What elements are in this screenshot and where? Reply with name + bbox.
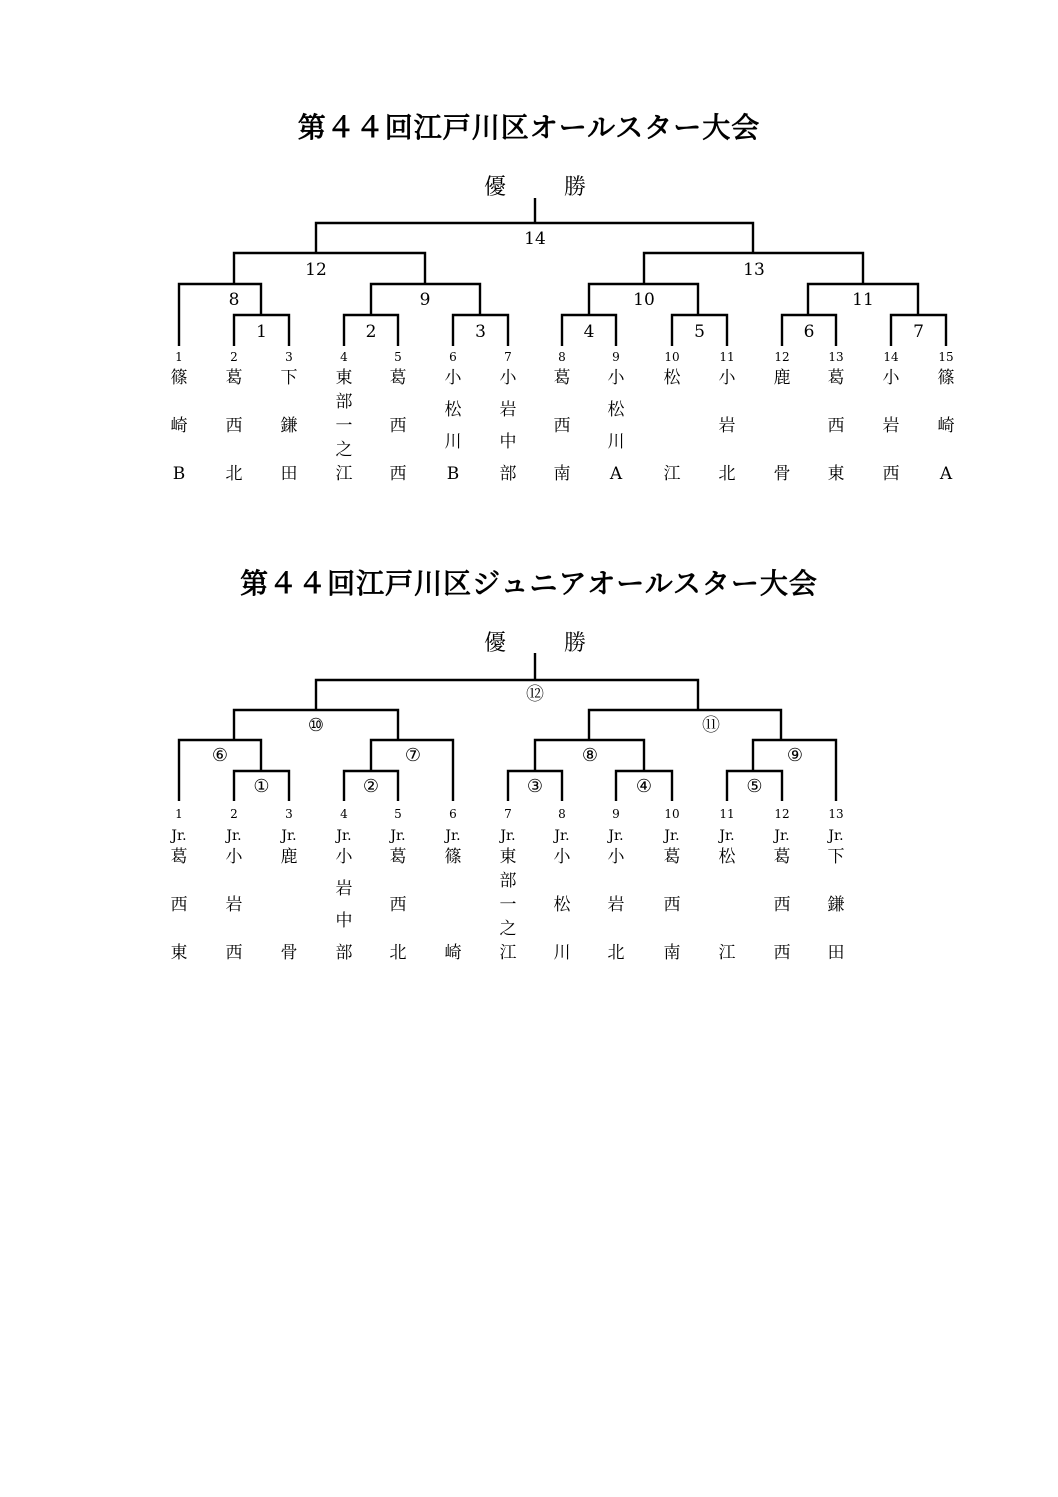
team-number: 8 [558,807,566,821]
team-name-char: 西 [389,464,407,484]
team-name-char: 崎 [170,416,188,436]
team-name-char: 江 [663,464,681,484]
team-prefix: Jr. [390,828,406,844]
team-name-char: 小 [225,847,243,867]
team-number: 2 [230,807,238,821]
match-label-3: 3 [475,322,486,342]
team-name-char: 東 [827,464,845,484]
team-name-char: 部 [499,464,517,484]
team-name-char: 小 [499,368,517,388]
team-prefix: Jr. [664,828,680,844]
match-label-13: 13 [743,260,765,280]
team-name-char: 葛 [553,368,571,388]
team-number: 5 [394,350,402,364]
match-label-11: ⑪ [702,715,720,736]
team-name-char: 西 [389,895,407,915]
team-number: 1 [175,350,183,364]
team-name-char: 川 [444,432,462,452]
match-label-5: ⑤ [746,776,763,797]
team-name-char: 西 [773,943,791,963]
match-label-9: ⑨ [786,745,804,766]
team-prefix: Jr. [828,828,844,844]
team-name-char: 川 [553,943,571,963]
match-label-10: ⑩ [307,715,325,736]
junior-champion-label-1: 優 [484,631,507,656]
match-label-5: 5 [694,322,705,342]
match-label-1: 1 [256,322,267,342]
team-name-char: 鎌 [827,895,845,915]
match-label-10: 10 [633,290,655,310]
team-number: 3 [285,350,293,364]
team-name-char: 一 [499,895,517,915]
team-name-char: 鹿 [280,847,298,867]
team-name-char: 松 [444,400,462,420]
team-name-char: 葛 [773,847,791,867]
team-number: 4 [340,807,348,821]
match-label-7: 7 [913,322,924,342]
match-label-12: 12 [305,260,327,280]
team-number: 13 [828,807,844,821]
team-name-char: 小 [444,368,462,388]
team-name-char: 小 [607,847,625,867]
team-name-char: 北 [607,943,625,963]
team-number: 10 [664,807,680,821]
team-prefix: Jr. [554,828,570,844]
team-name-char: 岩 [882,416,900,436]
team-number: 7 [504,350,512,364]
team-name-char: 西 [389,416,407,436]
team-name-char: 部 [335,943,353,963]
team-name-char: 小 [882,368,900,388]
team-number: 2 [230,350,238,364]
team-name-char: 岩 [225,895,243,915]
team-number: 4 [340,350,348,364]
team-name-char: 之 [335,440,353,460]
team-number: 10 [664,350,680,364]
team-prefix: Jr. [281,828,297,844]
team-prefix: Jr. [719,828,735,844]
team-number: 15 [938,350,954,364]
team-name-char: 崎 [444,943,462,963]
match-line-11 [589,710,781,740]
team-name-char: 小 [335,847,353,867]
team-name-char: 北 [718,464,736,484]
team-name-char: 南 [553,464,571,484]
team-name-char: B [446,464,460,484]
team-name-char: 中 [335,911,353,931]
team-name-char: 西 [553,416,571,436]
team-name-char: 骨 [280,943,298,963]
team-name-char: 下 [827,847,845,867]
team-name-char: 葛 [827,368,845,388]
team-name-char: 小 [718,368,736,388]
team-name-char: 葛 [389,847,407,867]
match-label-1: ① [253,776,270,797]
team-number: 12 [774,350,790,364]
team-number: 7 [504,807,512,821]
team-name-char: 西 [827,416,845,436]
team-name-char: 中 [499,432,517,452]
match-label-4: ④ [635,776,653,797]
team-number: 6 [449,807,457,821]
team-name-char: 崎 [937,416,955,436]
team-name-char: 骨 [773,464,791,484]
match-label-2: 2 [365,322,377,342]
team-name-char: 江 [499,943,517,963]
team-prefix: Jr. [171,828,187,844]
team-name-char: 西 [773,895,791,915]
team-name-char: 葛 [389,368,407,388]
team-name-char: 篠 [444,847,462,867]
team-number: 1 [175,807,183,821]
team-name-char: 西 [225,416,243,436]
team-name-char: 川 [607,432,625,452]
team-number: 3 [285,807,293,821]
team-prefix: Jr. [608,828,624,844]
team-number: 11 [719,350,735,364]
team-number: 12 [774,807,790,821]
team-name-char: 田 [827,943,845,963]
match-label-12: ⑫ [526,684,544,705]
team-name-char: 葛 [170,847,188,867]
team-name-char: 岩 [607,895,625,915]
team-name-char: 東 [499,847,517,867]
team-name-char: 岩 [335,879,353,899]
team-name-char: 鹿 [773,368,791,388]
team-name-char: 小 [553,847,571,867]
match-label-6: ⑥ [211,745,229,766]
team-name-char: 下 [280,368,298,388]
team-name-char: 北 [225,464,243,484]
match-label-7: ⑦ [404,745,422,766]
team-name-char: 之 [499,919,517,939]
team-name-char: 西 [882,464,900,484]
team-number: 11 [719,807,735,821]
senior-tournament-title: 第４４回江戸川区オールスター大会 [297,111,761,144]
team-name-char: 田 [280,464,298,484]
team-name-char: 松 [718,847,736,867]
team-name-char: 西 [225,943,243,963]
match-label-11: 11 [852,290,874,310]
match-label-8: ⑧ [581,745,599,766]
team-number: 13 [828,350,844,364]
match-label-9: 9 [419,290,431,310]
team-number: 8 [558,350,566,364]
team-name-char: 松 [553,895,571,915]
team-prefix: Jr. [336,828,352,844]
senior-champion-label-1: 優 [484,175,507,200]
team-number: 5 [394,807,402,821]
team-name-char: 篠 [937,368,955,388]
team-name-char: 葛 [225,368,243,388]
senior-champion-label-2: 勝 [564,175,587,200]
team-prefix: Jr. [226,828,242,844]
team-name-char: 部 [335,392,353,412]
match-label-2: ② [362,776,380,797]
team-name-char: 一 [335,416,353,436]
team-name-char: 西 [663,895,681,915]
team-name-char: 東 [335,368,353,388]
team-name-char: A [609,464,623,484]
team-name-char: 南 [663,943,681,963]
match-label-3: ③ [526,776,544,797]
team-name-char: 東 [170,943,188,963]
team-name-char: 江 [718,943,736,963]
team-name-char: 篠 [170,368,188,388]
team-name-char: 松 [607,400,625,420]
team-name-char: 小 [607,368,625,388]
team-prefix: Jr. [500,828,516,844]
junior-tournament-title: 第４４回江戸川区ジュニアオールスター大会 [240,567,818,600]
team-prefix: Jr. [774,828,790,844]
match-label-6: 6 [803,322,815,342]
match-label-4: 4 [583,322,595,342]
team-name-char: 岩 [499,400,517,420]
team-number: 14 [883,350,899,364]
team-number: 9 [612,350,620,364]
team-name-char: 鎌 [280,416,298,436]
team-number: 9 [612,807,620,821]
team-name-char: A [939,464,953,484]
team-prefix: Jr. [445,828,461,844]
match-label-8: 8 [228,290,240,310]
match-label-14: 14 [524,229,546,249]
team-name-char: 岩 [718,416,736,436]
team-name-char: 部 [499,871,517,891]
team-name-char: 北 [389,943,407,963]
match-line-12 [316,680,698,710]
team-name-char: 西 [170,895,188,915]
team-name-char: B [172,464,186,484]
junior-champion-label-2: 勝 [564,631,587,656]
team-name-char: 葛 [663,847,681,867]
team-name-char: 江 [335,464,353,484]
team-number: 6 [449,350,457,364]
team-name-char: 松 [663,368,681,388]
